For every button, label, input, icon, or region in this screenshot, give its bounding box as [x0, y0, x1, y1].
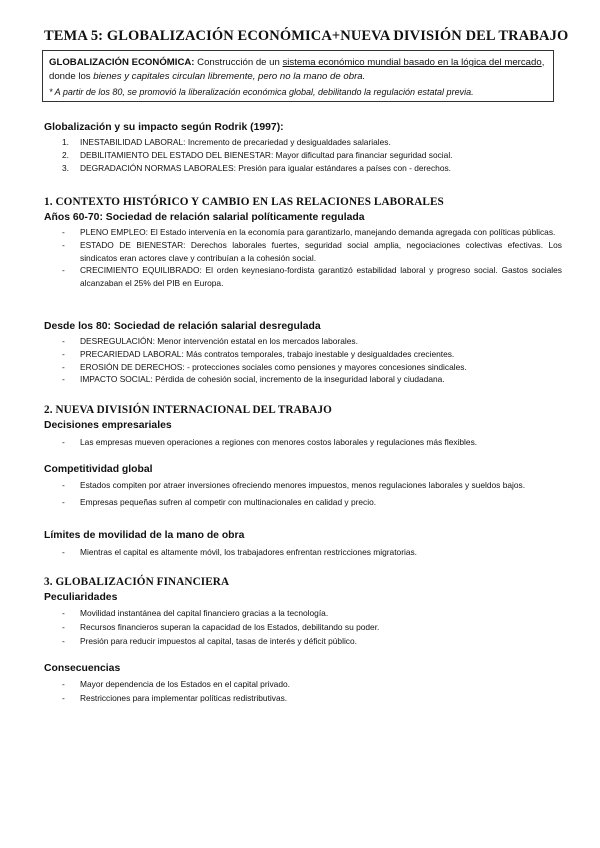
definition-box	[42, 50, 554, 102]
section-3-sub-peculiaridades: Peculiaridades	[44, 592, 118, 603]
list-item: - Movilidad instantánea del capital financiero gracias a la tecnología.	[62, 608, 329, 618]
list-item: - Las empresas mueven operaciones a regiones con menores costos laborales y regulaciones más flexibles.	[62, 437, 478, 447]
section-1-list-80	[62, 335, 562, 386]
list-item: 2. DEBILITAMIENTO DEL ESTADO DEL BIENESTAR: Mayor dificultad para financiar seguridad social.	[62, 150, 453, 160]
section-2-list-decisiones	[62, 436, 562, 449]
section-2-list-competitividad	[62, 479, 562, 509]
section-2-heading: 2. NUEVA DIVISIÓN INTERNACIONAL DEL TRABAJO	[44, 404, 332, 416]
section-3-list-peculiaridades	[62, 607, 562, 647]
rodrik-list	[62, 136, 453, 175]
definition-term: GLOBALIZACIÓN ECONÓMICA:	[49, 57, 195, 68]
section-2-sub-decisiones: Decisiones empresariales	[44, 420, 172, 431]
list-item: - PLENO EMPLEO: El Estado intervenía en la economía para garantizarlo, manejando demanda agregada con políticas públicas.	[62, 227, 556, 237]
list-item: 1. INESTABILIDAD LABORAL: Incremento de precariedad y desigualdades salariales.	[62, 137, 391, 147]
section-2-sub-movilidad: Límites de movilidad de la mano de obra	[44, 530, 245, 541]
section-3-sub-consecuencias: Consecuencias	[44, 663, 121, 674]
list-item: - Mientras el capital es altamente móvil, los trabajadores enfrentan restricciones migratorias.	[62, 547, 418, 557]
list-item: - Presión para reducir impuestos al capital, tasas de interés y déficit público.	[62, 635, 357, 646]
list-item: - Recursos financieros superan la capacidad de los Estados, debilitando su poder.	[62, 621, 380, 632]
list-item: - Empresas pequeñas sufren al competir con multinacionales en calidad y precio.	[62, 496, 377, 507]
list-item: - CRECIMIENTO EQUILIBRADO: El orden keynesiano-fordista garantizó estabilidad laboral y progreso social. Gastos sociales alcanzaban el 25% del PIB en Europa.	[62, 265, 562, 289]
list-item: 3. DEGRADACIÓN NORMAS LABORALES: Presión para igualar estándares a países con - derechos.	[62, 163, 451, 173]
section-1-sub-60-70: Años 60-70: Sociedad de relación salarial políticamente regulada	[44, 212, 365, 223]
page-title: TEMA 5: GLOBALIZACIÓN ECONÓMICA+NUEVA DIVISIÓN DEL TRABAJO	[44, 28, 569, 44]
definition-note: * A partir de los 80, se promovió la liberalización económica global, debilitando la regulación estatal previa.	[49, 87, 474, 97]
section-2-list-movilidad	[62, 546, 562, 559]
list-item: - ESTADO DE BIENESTAR: Derechos laborales fuertes, seguridad social amplia, negociaciones colectivas efectivas. Los sindicatos eran actores clave y contribuían a la cohesión social.	[62, 239, 562, 263]
rodrik-heading: Globalización y su impacto según Rodrik (1997):	[44, 122, 284, 133]
list-item: - Restricciones para implementar políticas redistributivas.	[62, 692, 288, 703]
list-item: - Mayor dependencia de los Estados en el capital privado.	[62, 679, 290, 689]
list-item: - IMPACTO SOCIAL: Pérdida de cohesión social, incremento de la inseguridad laboral y ciudadana.	[62, 374, 445, 385]
section-3-heading: 3. GLOBALIZACIÓN FINANCIERA	[44, 576, 230, 588]
section-1-heading: 1. CONTEXTO HISTÓRICO Y CAMBIO EN LAS RELACIONES LABORALES	[44, 196, 444, 208]
list-item: - DESREGULACIÓN: Menor intervención estatal en los mercados laborales.	[62, 336, 358, 346]
section-1-list-60-70	[62, 226, 562, 290]
section-3-list-consecuencias	[62, 678, 562, 705]
definition-text: GLOBALIZACIÓN ECONÓMICA: Construcción de un sistema económico mundial basado en la lógica del mercado, donde los bienes y capitales circulan libremente, pero no la mano de obra.	[49, 57, 545, 82]
section-1-sub-80: Desde los 80: Sociedad de relación salarial desregulada	[44, 321, 321, 332]
section-2-sub-competitividad: Competitividad global	[44, 464, 153, 475]
list-item: - PRECARIEDAD LABORAL: Más contratos temporales, trabajo inestable y desigualdades crecientes.	[62, 348, 455, 359]
list-item: - EROSIÓN DE DERECHOS: - protecciones sociales como pensiones y mayores concesiones sindicales.	[62, 361, 467, 372]
list-item: - Estados compiten por atraer inversiones ofreciendo menores impuestos, menos regulaciones laborales y sueldos bajos.	[62, 480, 526, 490]
